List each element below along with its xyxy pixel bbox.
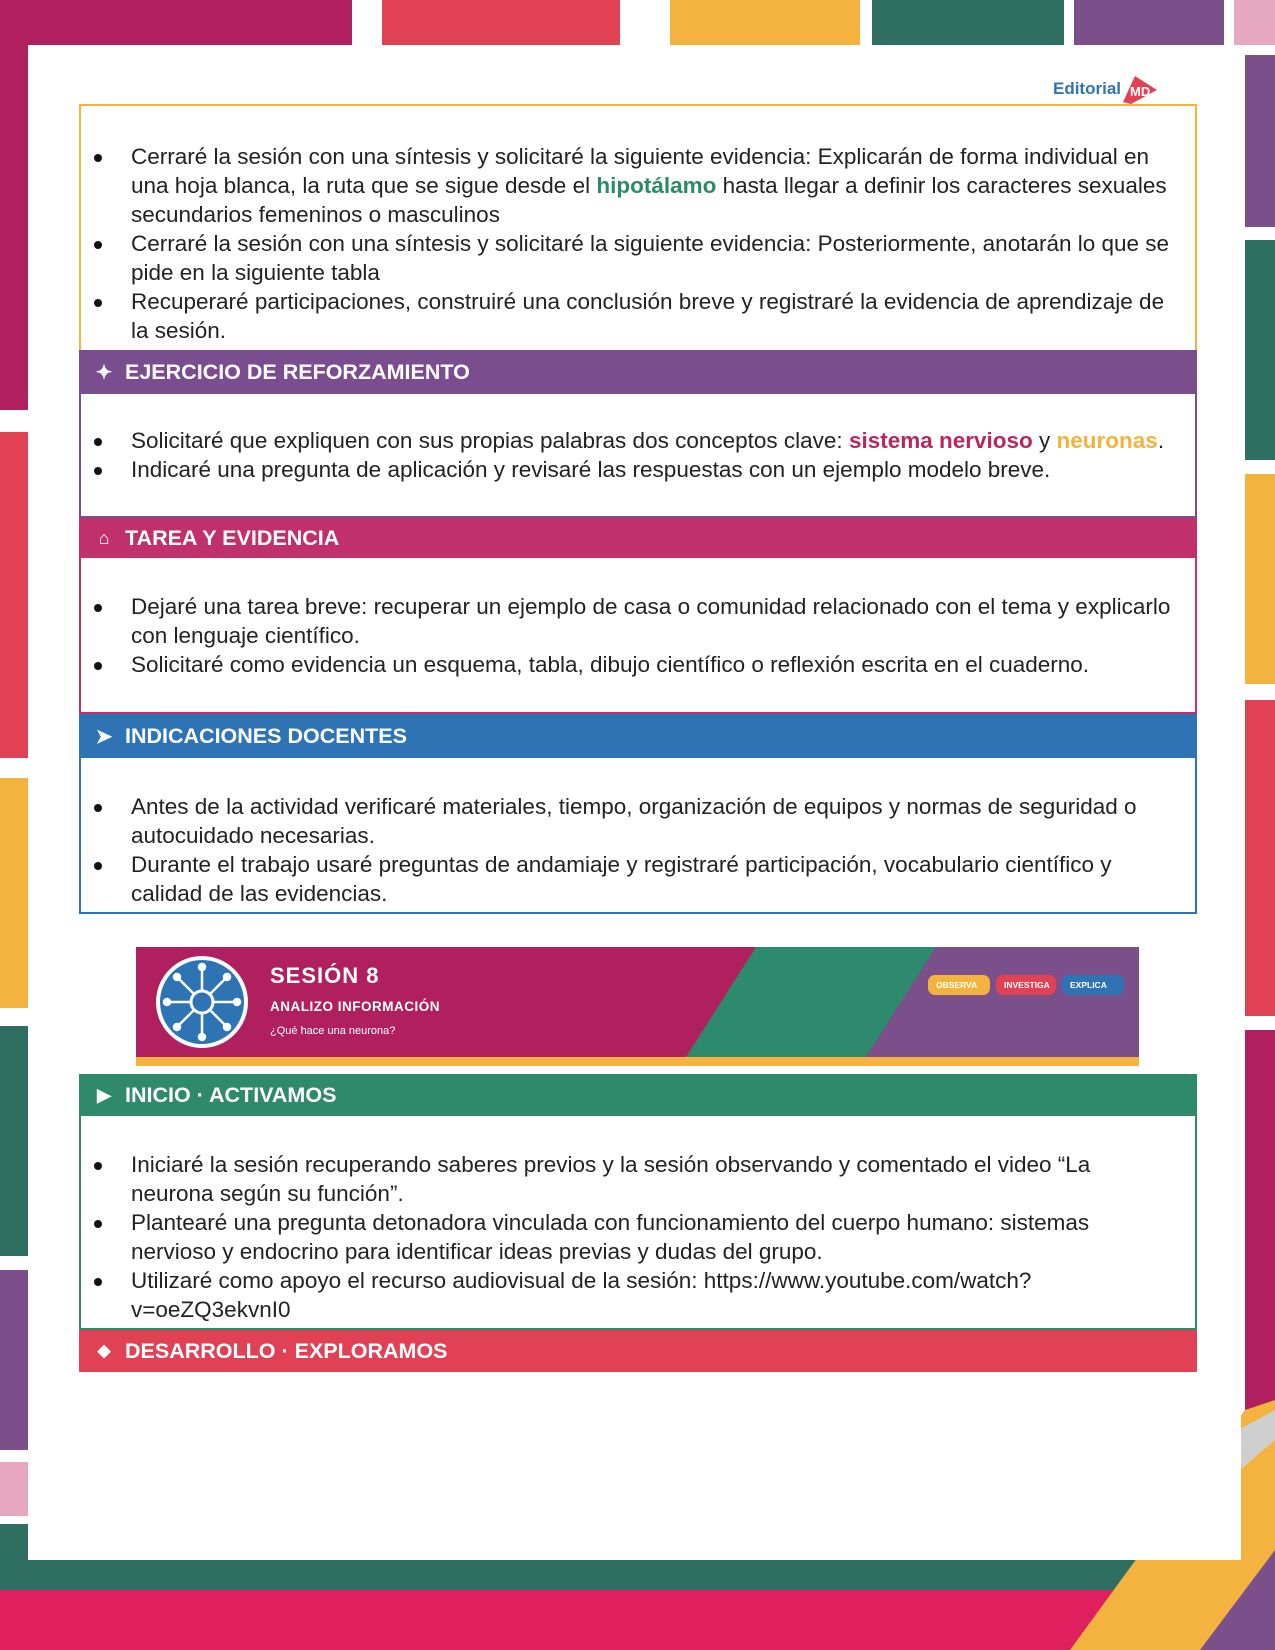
list-item: Recuperaré participaciones, construiré una conclusión breve y registraré la evidencia de aprendizaje de la sesión.	[81, 287, 1195, 345]
pill-investiga: INVESTIGA	[996, 975, 1056, 995]
frame-right-3	[1245, 474, 1275, 684]
list-item: Solicitaré como evidencia un esquema, tabla, dibujo científico o reflexión escrita en el cuaderno.	[81, 650, 1195, 679]
frame-right-2	[1245, 240, 1275, 460]
keyword-sistema-nervioso: sistema nervioso	[848, 428, 1033, 453]
keyword-neuronas: neuronas	[1056, 428, 1158, 453]
indicaciones-header	[79, 714, 1197, 758]
banner-bottom-bar	[136, 1057, 1139, 1066]
session-title: SESIÓN 8	[270, 963, 380, 988]
frame-left-3	[0, 778, 28, 1008]
list-item: Durante el trabajo usaré preguntas de andamiaje y registraré participación, vocabulario científico y calidad de las evidencias.	[81, 850, 1195, 908]
frame-right-5	[1245, 1030, 1275, 1410]
section-title: INICIO · ACTIVAMOS	[125, 1082, 337, 1107]
frame-left-2	[0, 432, 28, 758]
section-title: DESARROLLO · EXPLORAMOS	[125, 1338, 448, 1363]
tarea-header	[79, 518, 1197, 558]
pill-observa: OBSERVA	[928, 975, 990, 995]
indicaciones-body	[79, 758, 1197, 914]
list-item: Dejaré una tarea breve: recuperar un ejemplo de casa o comunidad relacionado con el tema y explicarlo con lenguaje científico.	[81, 592, 1195, 650]
arrow-icon: ➤	[95, 725, 113, 748]
frame-left-4	[0, 1026, 28, 1256]
keyword-hipotalamo: hipotálamo	[596, 173, 717, 198]
pill-explica: EXPLICA	[1062, 975, 1124, 995]
inicio-body	[79, 1116, 1197, 1330]
session-question: ¿Qué hace una neurona?	[270, 1025, 396, 1037]
session-subtitle: ANALIZO INFORMACIÓN	[270, 999, 440, 1014]
logo-mark-icon	[1123, 74, 1157, 104]
section-title: EJERCICIO DE REFORZAMIENTO	[125, 359, 470, 384]
sparkle-icon: ✦	[95, 361, 113, 384]
list-item: Iniciaré la sesión recuperando saberes previos y la sesión observando y comentado el video “La neurona según su función”.	[81, 1150, 1195, 1208]
list-item: Antes de la actividad verificaré materiales, tiempo, organización de equipos y normas de seguridad o autocuidado necesarias.	[81, 792, 1195, 850]
section-title: INDICACIONES DOCENTES	[125, 723, 407, 748]
list-item: Cerraré la sesión con una síntesis y solicitaré la siguiente evidencia: Posteriormente, anotarán lo que se pide en la siguiente tabla	[81, 229, 1195, 287]
frame-top-2	[382, 0, 620, 45]
tarea-body	[79, 558, 1197, 714]
frame-left-5	[0, 1270, 28, 1450]
list-item: Utilizaré como apoyo el recurso audiovisual de la sesión: https://www.youtube.com/watch?v=oeZQ3ekvnI0	[81, 1266, 1195, 1324]
editorial-logo	[1053, 74, 1157, 104]
frame-right-1	[1245, 55, 1275, 227]
session-banner	[136, 947, 1139, 1057]
section-title: TAREA Y EVIDENCIA	[125, 525, 340, 550]
reforzamiento-body	[79, 394, 1197, 518]
list-item: Solicitaré que expliquen con sus propias palabras dos conceptos clave: sistema nervioso y neuronas.	[81, 426, 1195, 455]
frame-left-1	[0, 0, 28, 410]
frame-top-1	[0, 0, 352, 45]
inicio-header	[79, 1074, 1197, 1116]
logo-mark-text: MD	[1130, 84, 1151, 99]
reforzamiento-header	[79, 350, 1197, 394]
list-item: Cerraré la sesión con una síntesis y solicitaré la siguiente evidencia: Explicarán de forma individual en una hoja blanca, la ruta que se sigue desde el hipotálamo hasta llegar a definir los caracteres sexuales secundarios femeninos o masculinos	[81, 142, 1195, 229]
list-item: Indicaré una pregunta de aplicación y revisaré las respuestas con un ejemplo modelo breve.	[81, 455, 1195, 484]
closing-box	[79, 104, 1197, 350]
logo-text: Editorial	[1052, 79, 1121, 98]
frame-top-6	[1234, 0, 1275, 45]
frame-top-5	[1074, 0, 1224, 45]
home-icon: ⌂	[98, 527, 110, 548]
frame-top-3	[670, 0, 860, 45]
frame-top-4	[872, 0, 1064, 45]
play-icon: ▶	[97, 1084, 111, 1105]
diamond-icon: ◆	[97, 1341, 111, 1360]
list-item: Plantearé una pregunta detonadora vinculada con funcionamiento del cuerpo humano: sistemas nervioso y endocrino para identificar ideas previas y dudas del grupo.	[81, 1208, 1195, 1266]
frame-left-6	[0, 1462, 28, 1516]
frame-right-4	[1245, 700, 1275, 1016]
neuron-icon	[154, 954, 250, 1050]
desarrollo-header	[79, 1330, 1197, 1372]
